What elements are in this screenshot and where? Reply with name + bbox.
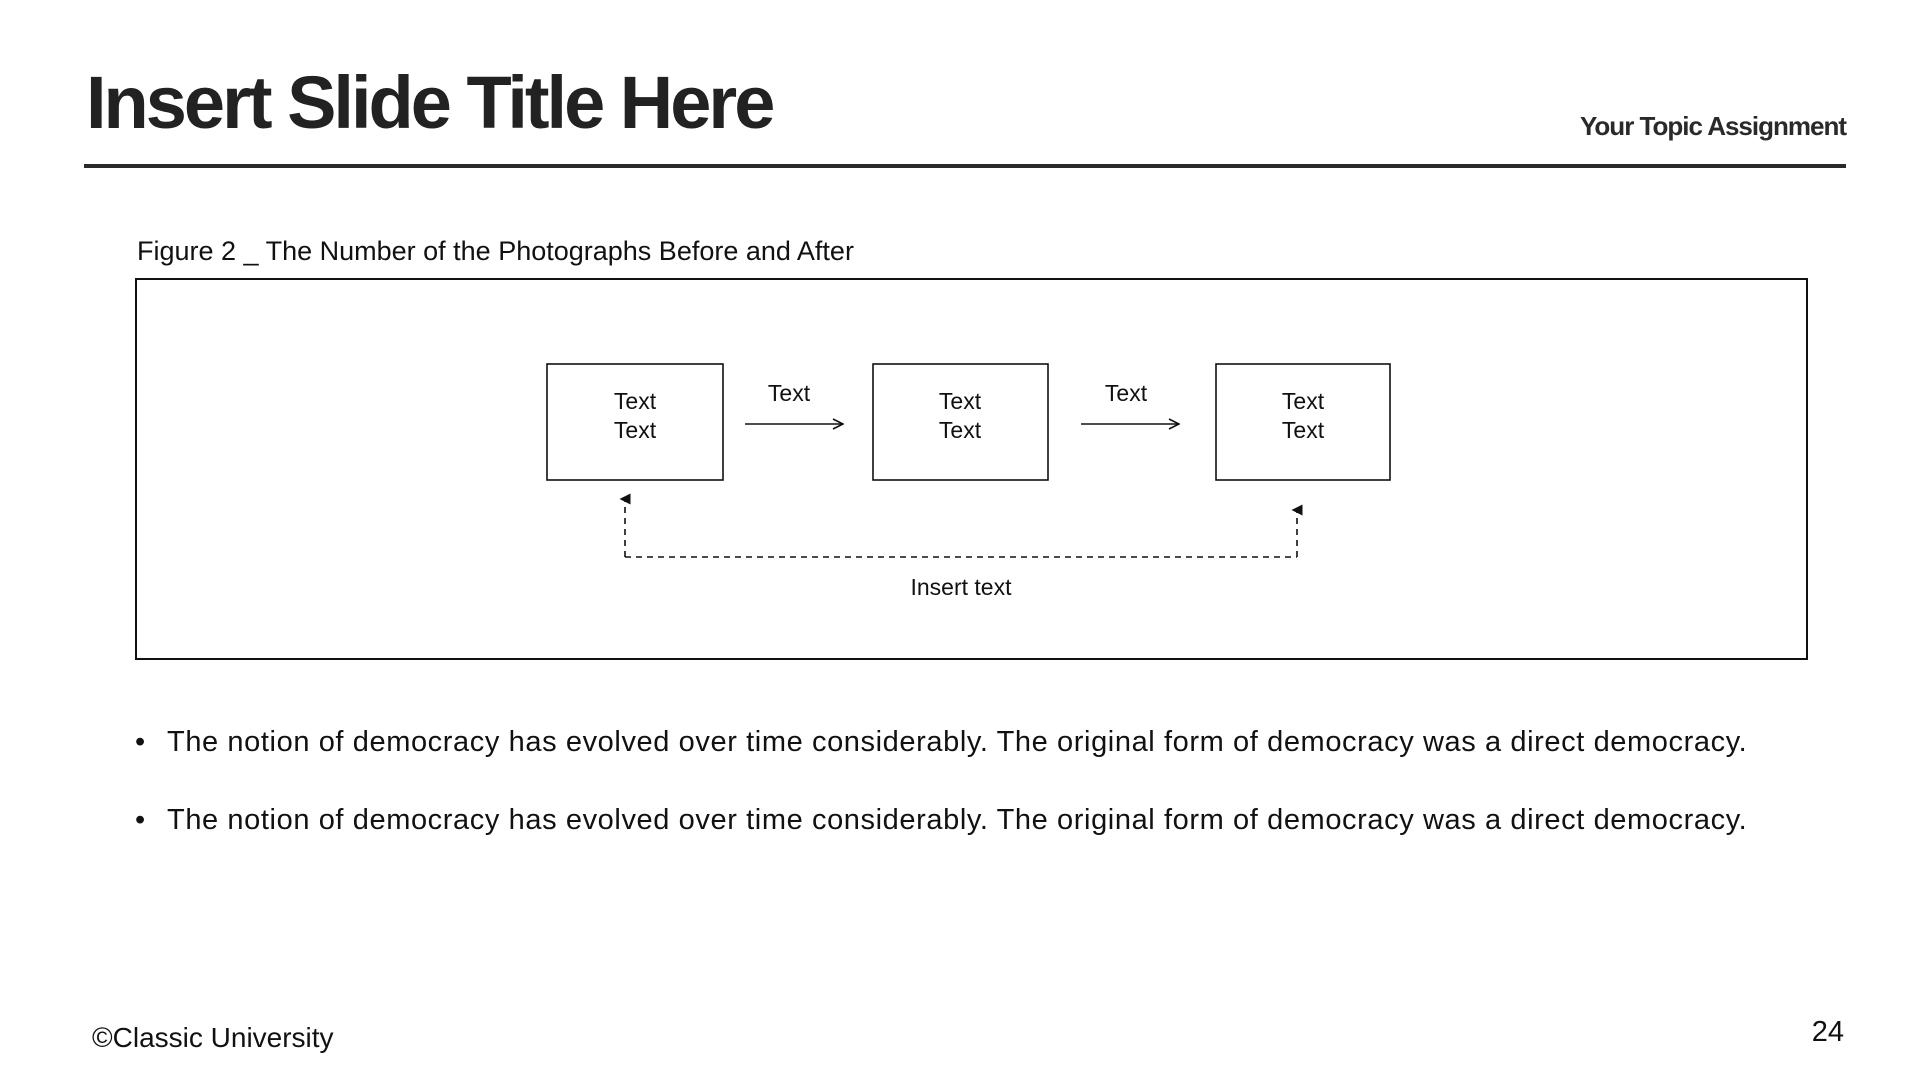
- flow-diagram: [137, 280, 1806, 658]
- flow-arrow-2-label: Text: [1104, 380, 1148, 406]
- box-2-line-2: Text: [938, 417, 982, 443]
- bullet-item: [135, 791, 1790, 849]
- bullet-icon: •: [135, 726, 146, 758]
- process-box-3: [1216, 364, 1390, 480]
- box-3-line-1: Text: [1281, 388, 1325, 414]
- flow-arrow-2: [1081, 380, 1179, 424]
- process-box-2: [873, 364, 1048, 480]
- bullet-text: The notion of democracy has evolved over time considerably. The original form of democracy was a direct democracy.: [167, 726, 1748, 758]
- page-number: 24: [1811, 1016, 1844, 1048]
- box-1-line-2: Text: [613, 417, 657, 443]
- flow-arrow-1-label: Text: [767, 380, 811, 406]
- footer-copyright: ©Classic University: [92, 1022, 334, 1053]
- box-2-line-1: Text: [938, 388, 982, 414]
- bullet-text: The notion of democracy has evolved over time considerably. The original form of democracy was a direct democracy.: [167, 804, 1748, 836]
- feedback-connector: [625, 499, 1297, 600]
- topic-label: Your Topic Assignment: [1580, 111, 1846, 141]
- header-divider: [84, 164, 1846, 168]
- flow-arrow-1: [745, 380, 843, 424]
- bullet-list: [135, 713, 1790, 869]
- box-3-line-2: Text: [1281, 417, 1325, 443]
- bullet-item: [135, 713, 1790, 771]
- bullet-icon: •: [135, 804, 146, 836]
- feedback-label: Insert text: [910, 574, 1012, 600]
- box-1-line-1: Text: [613, 388, 657, 414]
- slide-title: Insert Slide Title Here: [86, 61, 773, 144]
- figure-caption: Figure 2 _ The Number of the Photographs Before and After: [137, 236, 854, 266]
- figure-frame: [135, 278, 1808, 660]
- process-box-1: [547, 364, 723, 480]
